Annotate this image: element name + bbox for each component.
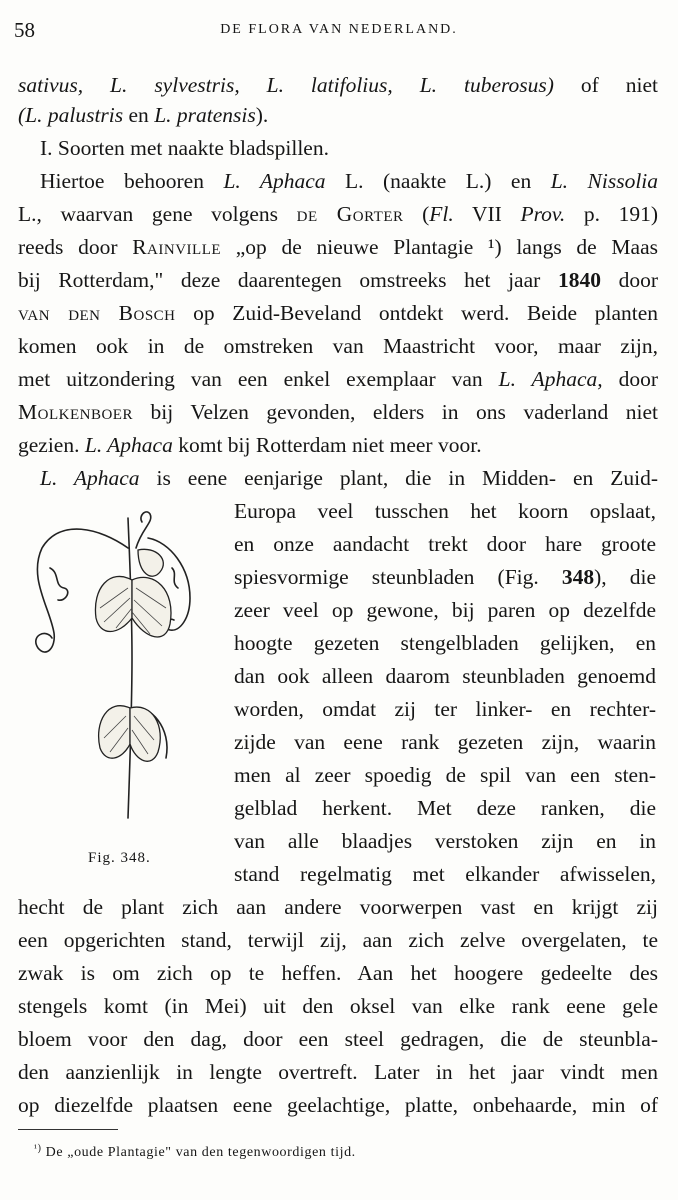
text-run: reeds door <box>18 235 133 259</box>
italic-text: L. Aphaca, <box>498 367 603 391</box>
text-line <box>18 199 658 229</box>
italic-text: L. pratensis <box>154 103 256 127</box>
text-line <box>18 70 658 100</box>
italic-text: L. Nissolia <box>550 169 659 193</box>
text-run: door <box>602 367 658 391</box>
page-number: 58 <box>14 18 35 42</box>
text-line: komen ook in de omstreken van Maastricht voor, maar zijn, <box>18 334 658 358</box>
italic-text: L. Aphaca <box>84 433 173 457</box>
text-line: dan ook alleen daarom steunbladen genoemd <box>234 664 656 688</box>
text-line: I. Soorten met naakte bladspillen. <box>40 136 329 160</box>
small-caps-name: Molkenboer <box>18 400 133 424</box>
text-line <box>18 232 658 262</box>
text-line <box>18 397 658 427</box>
italic-text: Fl. <box>429 202 454 226</box>
text-run: bij Rotterdam," deze daarentegen omstreeks het jaar <box>18 268 558 292</box>
text-line <box>18 430 658 460</box>
text-line <box>18 265 658 295</box>
text-run: Hiertoe behooren <box>40 169 224 193</box>
text-run: met uitzondering van een enkel exemplaar van <box>18 367 499 391</box>
text-run: L. (naakte L.) en <box>325 169 551 193</box>
text-line <box>18 100 658 130</box>
text-run: door <box>600 268 658 292</box>
text-run: spiesvormige steunbladen (Fig. <box>234 565 562 589</box>
text-line: worden, omdat zij ter linker- en rechter- <box>234 697 656 721</box>
text-run: gezien. <box>18 433 85 457</box>
text-run: bij Velzen gevonden, elders in ons vaderland niet <box>132 400 658 424</box>
text-run: „op de nieuwe Plantagie ¹) langs de Maas <box>221 235 658 259</box>
small-caps-name: Bosch <box>100 301 176 325</box>
italic-text: L. Aphaca <box>223 169 326 193</box>
text-run: komt bij Rotterdam niet meer voor. <box>172 433 482 457</box>
text-line: stengels komt (in Mei) uit den oksel van elke rank eene gele <box>18 994 658 1018</box>
text-line: van alle blaadjes verstoken zijn en in <box>234 829 656 853</box>
text-run: ( <box>403 202 430 226</box>
text-line: hoogte gezeten stengelbladen gelijken, en <box>234 631 656 655</box>
italic-text: sativus, L. sylvestris, L. latifolius, L. tuberosus) <box>18 73 554 97</box>
text-run: ), die <box>594 565 656 589</box>
running-head: DE FLORA VAN NEDERLAND. <box>220 22 458 37</box>
text-line: bloem voor den dag, door een steel gedragen, die de steunbla- <box>18 1027 658 1051</box>
text-line <box>234 562 656 592</box>
italic-text: (L. palustris <box>18 103 124 127</box>
text-line: zwak is om zich op te heffen. Aan het hoogere gedeelte des <box>18 961 658 985</box>
text-line: men al zeer spoedig de spil van een sten- <box>234 763 656 787</box>
text-line: hecht de plant zich aan andere voorwerpen vast en krijgt zij <box>18 895 658 919</box>
text-line: zeer veel op gewone, bij paren op dezelfde <box>234 598 656 622</box>
text-run: en <box>123 103 155 127</box>
bold-year: 1840 <box>557 268 601 292</box>
text-run: is eene eenjarige plant, die in Midden- en Zuid- <box>139 466 658 490</box>
text-line <box>18 364 658 394</box>
text-line <box>18 298 658 328</box>
text-run: ). <box>255 103 269 127</box>
footnote-text: De „oude Plantagie" van den tegenwoordigen tijd. <box>41 1145 356 1160</box>
bold-figure-ref: 348 <box>561 565 595 589</box>
small-caps-name: de Gorter <box>296 202 404 226</box>
text-line <box>40 463 658 493</box>
footnote-rule <box>18 1129 118 1130</box>
text-line: gelblad herkent. Met deze ranken, die <box>234 796 656 820</box>
italic-text: L. Aphaca <box>40 466 140 490</box>
figure-caption: Fig. 348. <box>88 850 151 866</box>
text-line: zijde van eene rank gezeten zijn, waarin <box>234 730 656 754</box>
text-line: den aanzienlijk in lengte overtreft. Later in het jaar vindt men <box>18 1060 658 1084</box>
text-run: op Zuid-Beveland ontdekt werd. Beide planten <box>175 301 658 325</box>
text-line: Europa veel tusschen het koorn opslaat, <box>234 499 656 523</box>
text-line: en onze aandacht trekt door hare groote <box>234 532 656 556</box>
text-line: een opgerichten stand, terwijl zij, aan zich zelve overgelaten, te <box>18 928 658 952</box>
footnote <box>34 1143 356 1161</box>
text-line: op diezelfde plaatsen eene geelachtige, platte, onbehaarde, min of <box>18 1093 658 1117</box>
text-run: L., waarvan gene volgens <box>18 202 297 226</box>
text-run: p. 191) <box>565 202 659 226</box>
small-caps-name: van den <box>18 301 101 325</box>
small-caps-name: Rainville <box>132 235 222 259</box>
text-run: of niet <box>553 73 658 97</box>
footnote-mark: ¹) <box>34 1143 42 1154</box>
text-line <box>40 166 658 196</box>
plant-illustration <box>20 508 220 838</box>
italic-text: Prov. <box>520 202 566 226</box>
text-run: VII <box>453 202 521 226</box>
text-line: stand regelmatig met elkander afwisselen, <box>234 862 656 886</box>
